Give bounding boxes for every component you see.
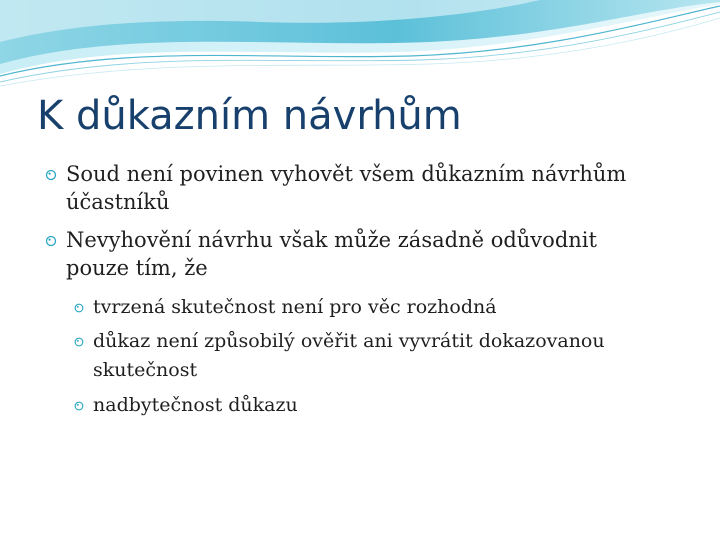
sub-bullet-item	[93, 327, 673, 385]
bullet-item	[66, 160, 666, 216]
bullet-marker-icon	[73, 327, 85, 356]
bullet-text: Soud není povinen vyhovět všem důkazním návrhům účastníků	[66, 162, 627, 214]
header-wave-decoration	[0, 0, 720, 90]
slide-title: K důkazním návrhům	[37, 93, 462, 139]
bullet-text: důkaz není způsobilý ověřit ani vyvrátit dokazovanou skutečnost	[93, 330, 605, 381]
sub-bullet-item	[93, 293, 673, 322]
bullet-marker-icon	[44, 226, 58, 254]
bullet-item	[66, 226, 666, 282]
bullet-marker-icon	[73, 391, 85, 420]
bullet-text: tvrzená skutečnost není pro věc rozhodná	[93, 296, 497, 318]
bullet-text: nadbytečnost důkazu	[93, 394, 298, 416]
bullet-marker-icon	[73, 293, 85, 322]
sub-bullet-item	[93, 391, 673, 420]
bullet-marker-icon	[44, 160, 58, 188]
bullet-text: Nevyhovění návrhu však může zásadně odůvodnit pouze tím, že	[66, 228, 597, 280]
